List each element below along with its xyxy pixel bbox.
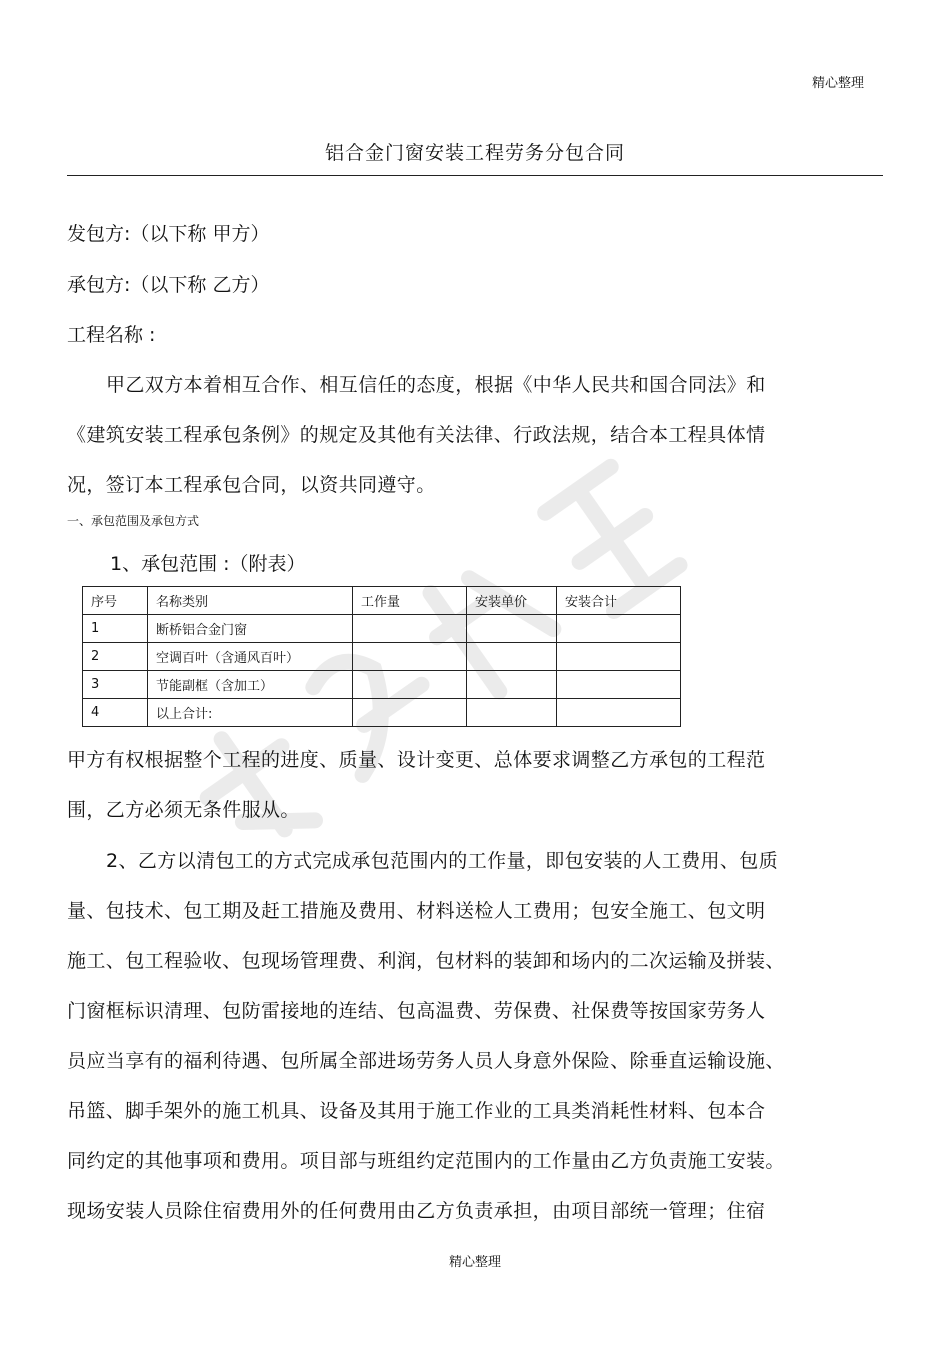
table-cell: 断桥铝合金门窗 (148, 615, 353, 643)
clause-line: 门窗框标识清理、包防雷接地的连结、包高温费、劳保费、社保费等按国家劳务人 (67, 1000, 766, 1022)
clause-line: 2、乙方以清包工的方式完成承包范围内的工作量，即包安装的人工费用、包质 (106, 850, 779, 872)
clause-line: 员应当享有的福利待遇、包所属全部进场劳务人员人身意外保险、除垂直运输设施、 (67, 1050, 785, 1072)
table-cell (467, 671, 557, 699)
table-cell (353, 643, 467, 671)
table-row (83, 671, 681, 699)
header-note: 精心整理 (812, 76, 865, 91)
clause-line: 吊篮、脚手架外的施工机具、设备及其用于施工作业的工具类消耗性材料、包本合 (67, 1100, 766, 1122)
contractor-line: 承包方:（以下称 乙方） (67, 274, 270, 296)
project-name-line: 工程名称 : (67, 324, 156, 346)
table-cell (353, 699, 467, 727)
table-cell: 节能副框（含加工） (148, 671, 353, 699)
table-cell: 空调百叶（含通风百叶） (148, 643, 353, 671)
table-cell (557, 615, 681, 643)
scope-note-line: 甲方有权根据整个工程的进度、质量、设计变更、总体要求调整乙方承包的工程范 (67, 749, 766, 771)
footer-note: 精心整理 (448, 1255, 501, 1270)
table-cell: 3 (83, 671, 148, 699)
table-header-row (83, 587, 681, 615)
clause-line: 同约定的其他事项和费用。项目部与班组约定范围内的工作量由乙方负责施工安装。 (67, 1150, 785, 1172)
table-cell: 以上合计: (148, 699, 353, 727)
table-cell: 4 (83, 699, 148, 727)
table-row (83, 615, 681, 643)
clause-line: 现场安装人员除住宿费用外的任何费用由乙方负责承担，由项目部统一管理；住宿 (67, 1200, 766, 1222)
table-header-cell: 安装合计 (557, 587, 681, 615)
table-cell (467, 699, 557, 727)
subsection-heading: 1、承包范围 :（附表） (110, 553, 306, 575)
intro-line: 况，签订本工程承包合同，以资共同遵守。 (67, 474, 436, 496)
section-heading: 一、承包范围及承包方式 (67, 514, 200, 528)
table-cell (557, 671, 681, 699)
table-header-cell: 工作量 (353, 587, 467, 615)
table-cell (353, 615, 467, 643)
employer-line: 发包方:（以下称 甲方） (67, 223, 270, 245)
document-title: 铝合金门窗安装工程劳务分包合同 (324, 142, 625, 164)
table-header-cell: 安装单价 (467, 587, 557, 615)
table-cell: 1 (83, 615, 148, 643)
scope-table (82, 586, 681, 727)
clause-line: 量、包技术、包工期及赶工措施及费用、材料送检人工费用；包安全施工、包文明 (67, 900, 766, 922)
intro-line: 《建筑安装工程承包条例》的规定及其他有关法律、行政法规，结合本工程具体情 (67, 424, 766, 446)
table-cell (467, 643, 557, 671)
table-cell (557, 643, 681, 671)
table-cell: 2 (83, 643, 148, 671)
table-header-cell: 名称类别 (148, 587, 353, 615)
table-row (83, 699, 681, 727)
table-cell (353, 671, 467, 699)
table-header-cell: 序号 (83, 587, 148, 615)
title-divider (67, 175, 883, 176)
table-cell (557, 699, 681, 727)
intro-line: 甲乙双方本着相互合作、相互信任的态度，根据《中华人民共和国合同法》和 (106, 374, 766, 396)
clause-line: 施工、包工程验收、包现场管理费、利润，包材料的装卸和场内的二次运输及拼装、 (67, 950, 785, 972)
table-row (83, 643, 681, 671)
scope-note-line: 围，乙方必须无条件服从。 (67, 799, 300, 821)
table-cell (467, 615, 557, 643)
